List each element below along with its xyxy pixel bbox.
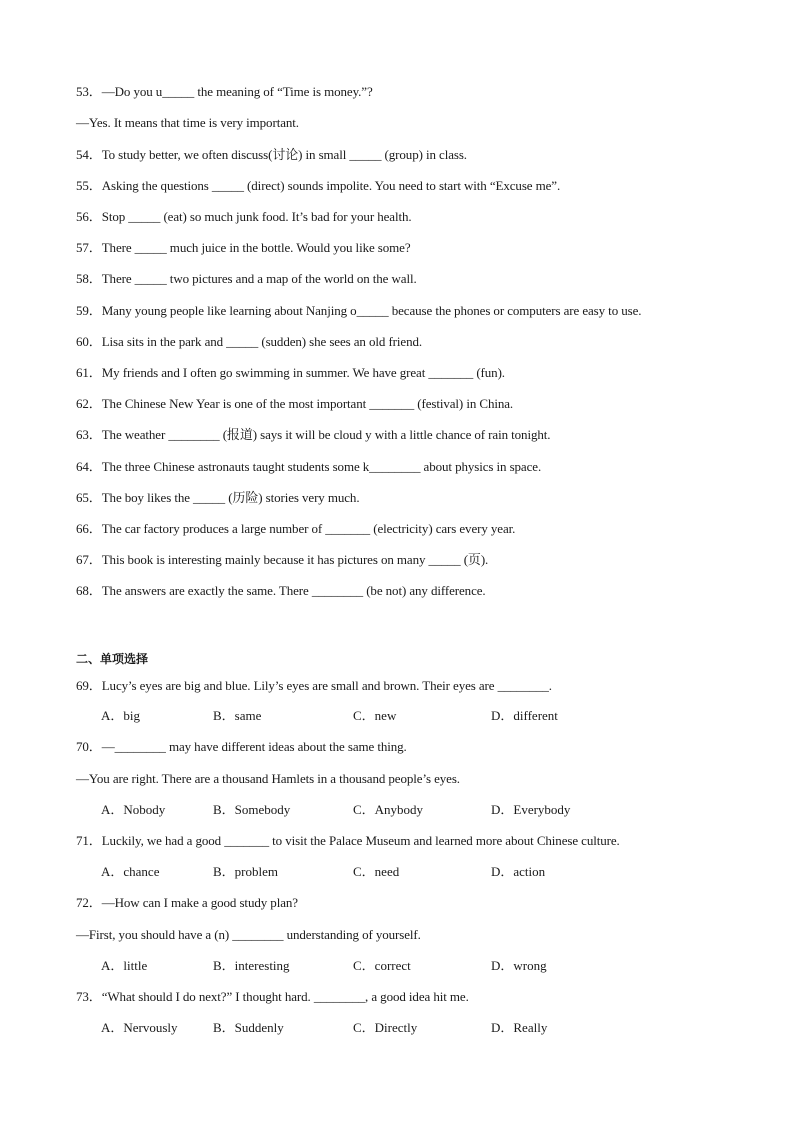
option-c: C．Anybody [353, 802, 424, 817]
question-70: 70．—________ may have different ideas about the same thing. [76, 739, 407, 754]
question-73-options [0, 1020, 794, 1036]
option-a: A．chance [101, 864, 160, 879]
question-67: 67．This book is interesting mainly because it has pictures on many _____ (页). [76, 552, 489, 567]
question-70-dialogue: —You are right. There are a thousand Hamlets in a thousand people’s eyes. [76, 771, 460, 786]
question-63: 63．The weather ________ (报道) says it will be cloud y with a little chance of rain tonight. [76, 427, 551, 442]
question-60: 60．Lisa sits in the park and _____ (sudden) she sees an old friend. [76, 334, 423, 349]
option-c: C．need [353, 864, 400, 879]
option-b: B．problem [213, 864, 278, 879]
option-d: D．wrong [491, 958, 547, 973]
question-73: 73．“What should I do next?” I thought hard. ________, a good idea hit me. [76, 989, 469, 1004]
option-c: C．Directly [353, 1020, 418, 1035]
option-a: A．Nobody [101, 802, 166, 817]
option-a: A．Nervously [101, 1020, 178, 1035]
option-b: B．interesting [213, 958, 290, 973]
question-56: 56．Stop _____ (eat) so much junk food. It’s bad for your health. [76, 209, 412, 224]
option-d: D．action [491, 864, 546, 879]
option-c: C．new [353, 708, 397, 723]
question-71-options [0, 864, 794, 880]
question-57: 57．There _____ much juice in the bottle. Would you like some? [76, 240, 411, 255]
question-71: 71．Luckily, we had a good _______ to visit the Palace Museum and learned more about Chinese culture. [76, 833, 620, 848]
question-69-options [0, 708, 794, 724]
question-53: 53．—Do you u_____ the meaning of “Time is money.”? [76, 84, 373, 99]
question-72: 72．—How can I make a good study plan? [76, 895, 298, 910]
option-a: A．big [101, 708, 141, 723]
question-68: 68．The answers are exactly the same. There ________ (be not) any difference. [76, 583, 486, 598]
option-b: B．Suddenly [213, 1020, 284, 1035]
option-d: D．Everybody [491, 802, 571, 817]
question-59: 59．Many young people like learning about Nanjing o_____ because the phones or computers are easy to use. [76, 303, 642, 318]
question-72-options [0, 958, 794, 974]
question-61: 61．My friends and I often go swimming in summer. We have great _______ (fun). [76, 365, 505, 380]
option-d: D．Really [491, 1020, 548, 1035]
question-65: 65．The boy likes the _____ (历险) stories very much. [76, 490, 360, 505]
question-58: 58．There _____ two pictures and a map of the world on the wall. [76, 271, 417, 286]
question-53-answer-line: —Yes. It means that time is very important. [76, 115, 299, 130]
question-66: 66．The car factory produces a large number of _______ (electricity) cars every year. [76, 521, 516, 536]
question-69: 69．Lucy’s eyes are big and blue. Lily’s eyes are small and brown. Their eyes are ________. [76, 678, 552, 693]
option-d: D．different [491, 708, 558, 723]
question-72-dialogue: —First, you should have a (n) ________ understanding of yourself. [76, 927, 421, 942]
question-54: 54．To study better, we often discuss(讨论) in small _____ (group) in class. [76, 147, 467, 162]
section-title: 二、单项选择 [76, 652, 149, 666]
option-a: A．little [101, 958, 148, 973]
option-c: C．correct [353, 958, 411, 973]
question-70-options [0, 802, 794, 818]
question-55: 55．Asking the questions _____ (direct) sounds impolite. You need to start with “Excuse me”. [76, 178, 561, 193]
option-b: B．Somebody [213, 802, 291, 817]
option-b: B．same [213, 708, 262, 723]
question-62: 62．The Chinese New Year is one of the most important _______ (festival) in China. [76, 396, 514, 411]
question-64: 64．The three Chinese astronauts taught students some k________ about physics in space. [76, 459, 542, 474]
